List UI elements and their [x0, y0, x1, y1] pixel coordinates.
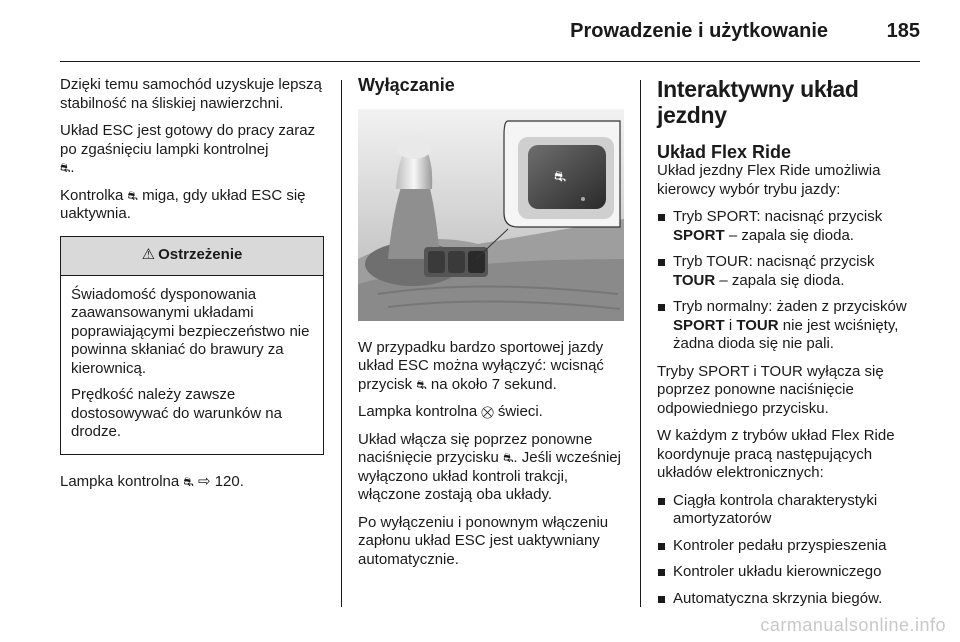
- page-number: 185: [886, 20, 920, 42]
- esc-off-icon: ⛒: [481, 405, 494, 419]
- warning-text: Świadomość dysponowania zaawansowanymi układami poprawiającymi bezpieczeństwo nie powinna skłaniać do brawury za kierownicą.: [71, 285, 310, 377]
- warning-body: [61, 276, 323, 454]
- paragraph: Układ ESC jest gotowy do pracy zaraz po zgaśnięciu lampki kontrolnej ⛐.: [60, 122, 316, 176]
- watermark: carmanualsonline.info: [760, 615, 946, 635]
- warning-box: [60, 236, 324, 455]
- paragraph: Lampka kontrolna ⛒ świeci.: [358, 403, 543, 420]
- column-divider: [640, 80, 641, 607]
- center-console-photo: [358, 109, 624, 321]
- paragraph: Po wyłączeniu i ponownym włączeniu zapłonu układ ESC jest uaktywniany automatycznie.: [358, 513, 609, 568]
- page-header: [60, 0, 920, 62]
- reference-arrow-icon: ⇨: [197, 472, 211, 490]
- paragraph: Układ włącza się poprzez ponowne naciśnięcie przycisku ⛐. Jeśli wcześniej wyłączono układ kontroli trakcji, włączone zostają oba układy.: [358, 430, 621, 503]
- esc-icon: ⛐: [183, 474, 194, 489]
- list-item: Kontroler pedału przyspieszenia: [657, 537, 919, 556]
- warning-triangle-icon: ⚠: [141, 246, 156, 264]
- mode-list: [657, 208, 919, 354]
- list-item: Automatyczna skrzynia biegów.: [657, 590, 919, 609]
- list-item: Kontroler układu kierowniczego: [657, 563, 919, 582]
- paragraph: Układ jezdny Flex Ride umożliwia kierowcy wybór trybu jazdy:: [657, 162, 881, 198]
- esc-icon: ⛐: [503, 451, 514, 465]
- warning-header: [61, 237, 323, 276]
- list-item: Tryb TOUR: nacisnąć przycisk TOUR – zapala się dioda.: [657, 253, 919, 290]
- column-divider: [341, 80, 342, 607]
- paragraph: W przypadku bardzo sportowej jazdy układ ESC można wyłączyć: wcisnąć przycisk ⛐ na około 7 sekund.: [358, 338, 604, 393]
- esc-icon: ⛐: [127, 188, 138, 203]
- list-item: Ciągła kontrola charakterystyki amortyzatorów: [657, 492, 919, 529]
- warning-text: Prędkość należy zawsze dostosowywać do warunków na drodze.: [71, 386, 282, 440]
- column-1: [60, 76, 328, 500]
- header-title: Prowadzenie i użytkowanie: [570, 20, 828, 42]
- paragraph: Dzięki temu samochód uzyskuje lepszą stabilność na śliskiej nawierzchni.: [60, 76, 322, 112]
- paragraph: W każdym z trybów układ Flex Ride koordynuje pracą następujących układów elektronicznych:: [657, 427, 895, 481]
- warning-title: Ostrzeżenie: [158, 246, 243, 264]
- esc-icon: ⛐: [416, 377, 427, 392]
- svg-text:⛐: ⛐: [554, 168, 567, 185]
- column-3: [657, 76, 919, 617]
- systems-list: [657, 492, 919, 609]
- paragraph: Kontrolka ⛐ miga, gdy układ ESC się uaktywnia.: [60, 186, 306, 222]
- paragraph: Tryby SPORT i TOUR wyłącza się poprzez ponowne naciśnięcie odpowiedniego przycisku.: [657, 362, 884, 417]
- section-heading: Wyłączanie: [358, 75, 455, 95]
- column-2: [358, 76, 624, 578]
- list-item: Tryb normalny: żaden z przycisków SPORT i TOUR nie jest wciśnięty, żadna dioda się nie pali.: [657, 298, 919, 354]
- esc-icon: ⛐: [60, 161, 71, 175]
- list-item: Tryb SPORT: nacisnąć przycisk SPORT – zapala się dioda.: [657, 208, 919, 245]
- main-heading: Interaktywny układ jezdny: [657, 76, 859, 128]
- sub-heading: Układ Flex Ride: [657, 142, 792, 162]
- paragraph: Lampka kontrolna ⛐ ⇨ 120.: [60, 472, 244, 490]
